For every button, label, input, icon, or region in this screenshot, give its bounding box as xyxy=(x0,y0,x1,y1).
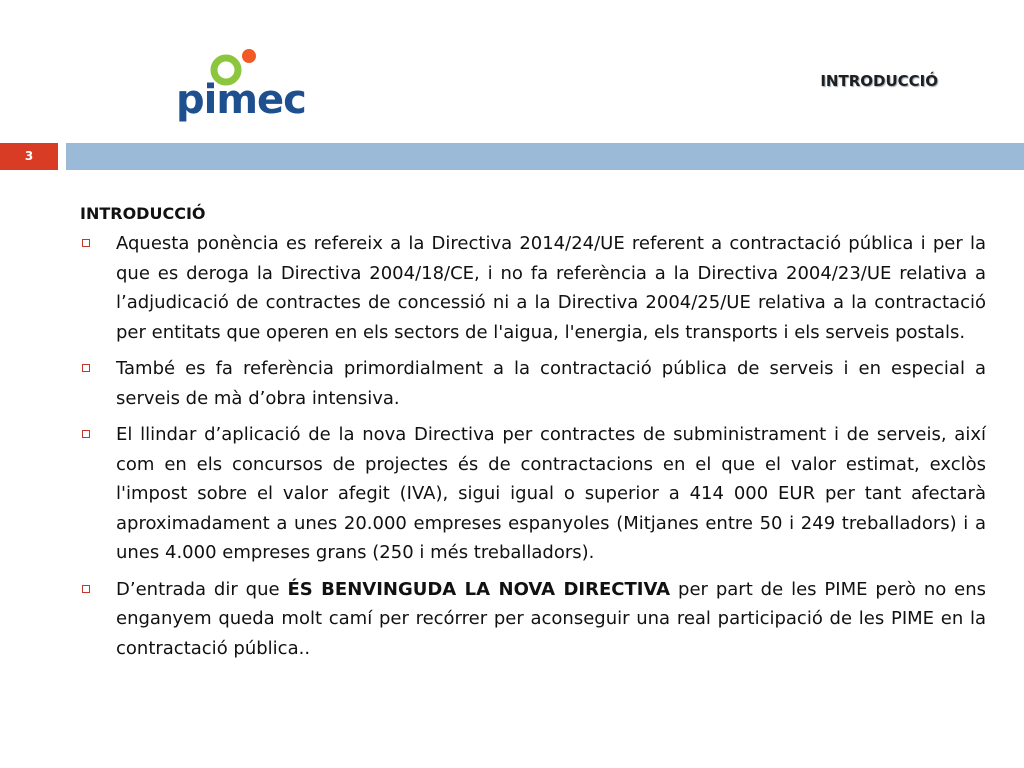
square-bullet-icon xyxy=(82,239,90,247)
bullet-text-post: per part de les PIME però no ens enganyem queda molt camí per recórrer per aconseguir una real participació de les PIME en la contractació pública.. xyxy=(116,578,987,659)
bullet-item xyxy=(80,575,986,664)
section-title: INTRODUCCIÓ xyxy=(80,204,206,223)
bullet-text: Aquesta ponència es refereix a la Directiva 2014/24/UE referent a contractació pública i per la que es deroga la Directiva 2004/18/CE, i no fa referència a la Directiva 2004/23/UE relativa a l’adjudicació de contractes de concessió ni a la Directiva 2004/25/UE relativa a la contractació per entitats que operen en els sectors de l'aigua, l'energia, els transports i els serveis postals. xyxy=(116,233,986,343)
bullet-text: També es fa referència primordialment a la contractació pública de serveis i en especial a serveis de mà d’obra intensiva. xyxy=(116,358,986,409)
pimec-logo xyxy=(176,46,306,126)
square-bullet-icon xyxy=(82,364,90,372)
bullet-text-emphasis: ÉS BENVINGUDA LA NOVA DIRECTIVA xyxy=(287,578,671,600)
square-bullet-icon xyxy=(82,430,90,438)
bullet-list xyxy=(80,229,986,663)
bullet-item xyxy=(80,354,986,413)
bullet-item xyxy=(80,229,986,347)
bullet-text-pre: D’entrada dir que xyxy=(116,578,288,600)
band-bar xyxy=(66,143,1024,170)
slide-number: 3 xyxy=(0,143,58,170)
pimec-logo-text: pimec xyxy=(176,77,306,123)
title-band xyxy=(0,143,1024,170)
header-title: INTRODUCCIÓ xyxy=(820,72,938,90)
slide-content xyxy=(80,204,986,670)
square-bullet-icon xyxy=(82,585,90,593)
bullet-item xyxy=(80,420,986,568)
bullet-text: El llindar d’aplicació de la nova Directiva per contractes de subministrament i de serveis, així com en els concursos de projectes és de contractacions en el que el valor estimat, exclòs l'impost sobre el valor afegit (IVA), sigui igual o superior a 414 000 EUR per tant afectarà aproximadament a unes 20.000 empreses espanyoles (Mitjanes entre 50 i 249 treballadors) i a unes 4.000 empreses grans (250 i més treballadors). xyxy=(116,424,986,563)
